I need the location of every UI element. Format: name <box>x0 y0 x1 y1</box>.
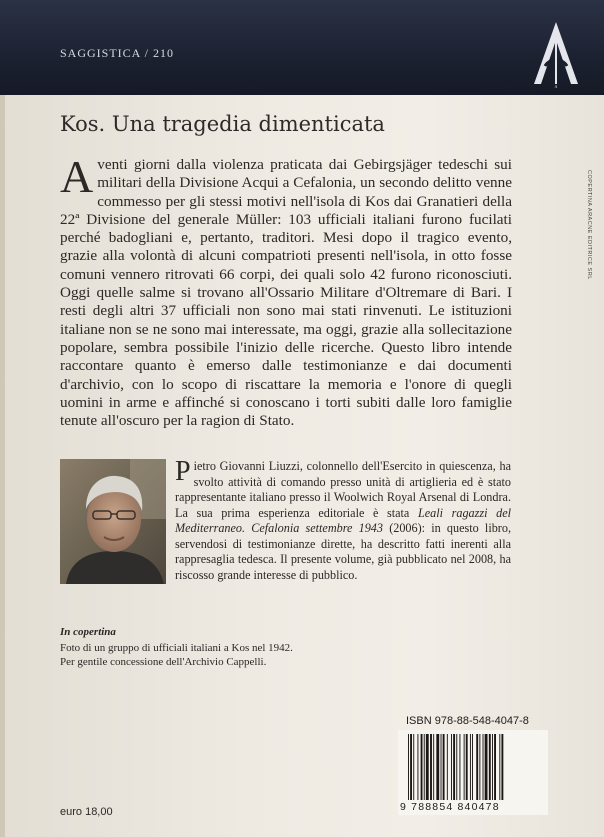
barcode-bar <box>421 734 423 800</box>
barcode-bar <box>472 734 473 800</box>
cover-note-label: In copertina <box>60 626 116 638</box>
author-bio-text-1: ietro Giovanni Liuzzi, colonnello dell'Esercito in quiescenza, ha svolto attività di comando presso unità di artiglieria ed è stato rappresentante italiano presso il Woolwich Royal Arsenal di Londra. La sua prima esperienza editoriale è stata <box>175 459 511 520</box>
barcode-bar <box>470 734 471 800</box>
barcode-bar <box>443 734 445 800</box>
author-bio <box>175 456 512 583</box>
barcode-bar <box>499 734 500 800</box>
barcode-bar <box>451 734 452 800</box>
barcode-bar <box>447 734 448 800</box>
cover-note-caption <box>60 641 360 669</box>
barcode-bar <box>430 734 432 800</box>
author-portrait-image <box>60 459 166 584</box>
cover-caption-line-1: Foto di un gruppo di ufficiali italiani a Kos nel 1942. <box>60 642 293 654</box>
barcode-bar <box>408 734 409 800</box>
barcode-bar <box>424 734 425 800</box>
barcode-bar <box>489 734 491 800</box>
barcode-bar <box>441 734 442 800</box>
barcode-bar <box>464 734 465 800</box>
author-bio-text-2: (2006): in questo libro, servendosi di testimonianze dirette, ha descritto fatti inerenti alla rappresaglia tedesca. Il presente volume, già pubblicato nel 2008, ha riscosso grande interesse di pubblico. <box>175 521 511 582</box>
author-previous-book-title: Leali ragazzi del Mediterraneo. Cefalonia settembre 1943 <box>175 505 512 535</box>
price-label: euro 18,00 <box>60 806 113 818</box>
barcode-bar <box>501 734 503 800</box>
barcode-bar <box>476 734 478 800</box>
author-bio-dropcap: P <box>175 456 191 487</box>
barcode-icon <box>406 734 542 800</box>
blurb-text: venti giorni dalla violenza praticata dai Gebirgsjäger tedeschi sui militari della Divisione Acqui a Cefalonia, un secondo delitto venne commesso per gli stessi motivi nell'isola di Kos dai Granatieri della 22ª Divisione del generale Müller: 103 ufficiali italiani furono fucilati perché badogliani e, pertanto, traditori. Mesi dopo il tragico evento, grazie alla volontà di alcuni compatrioti presenti nell'isola, in otto fosse comuni vennero ritrovati 66 corpi, dei quali solo 42 furono riconosciuti. Oggi quelle salme si trovano all'Ossario Militare d'Oltremare di Bari. I resti degli altri 37 ufficiali non sono mai stati rinvenuti. Le istituzioni italiane non se ne sono mai interessate, ma oggi, grazie alla sollecitazione popolare, sembra possibile l'inizio delle ricerche. Questo libro intende raccontare quanto è emerso dalle testimonianze e dai documenti d'archivio, con lo scopo di riscattare la memoria e l'onore di quegli uomini in arme e affinché si conoscano i torti subiti dalle loro famiglie tenute all'oscuro per la ragion di Stato. <box>60 156 512 430</box>
cover-credit-vertical: COPERTINA ARACNE EDITRICE SRL <box>586 170 592 280</box>
barcode-bar <box>417 734 418 800</box>
svg-text:A: A <box>554 84 558 89</box>
book-title: Kos. Una tragedia dimenticata <box>60 112 385 136</box>
blurb-dropcap: A <box>60 151 94 202</box>
barcode-bar <box>410 734 412 800</box>
barcode-bar <box>413 734 414 800</box>
barcode-bar <box>492 734 493 800</box>
barcode-bar <box>433 734 434 800</box>
barcode-bar <box>494 734 496 800</box>
barcode-bar <box>436 734 439 800</box>
barcode-bar <box>479 734 480 800</box>
barcode-digits: 9 788854 840478 <box>400 801 500 813</box>
barcode-bar <box>453 734 455 800</box>
barcode-bar <box>426 734 429 800</box>
cover-caption-line-2: Per gentile concessione dell'Archivio Cappelli. <box>60 656 267 668</box>
barcode-bar <box>459 734 460 800</box>
series-header-bar <box>0 0 604 95</box>
series-label: SAGGISTICA / 210 <box>60 46 175 60</box>
author-photo <box>60 459 166 584</box>
barcode-bar <box>483 734 484 800</box>
blurb-paragraph <box>60 151 512 430</box>
barcode-box <box>398 730 548 815</box>
page-edge <box>0 95 5 837</box>
isbn-label: ISBN 978-88-548-4047-8 <box>406 715 529 727</box>
barcode-bar <box>485 734 488 800</box>
publisher-logo-icon <box>528 18 584 90</box>
barcode-bar <box>466 734 468 800</box>
barcode-bar <box>456 734 457 800</box>
